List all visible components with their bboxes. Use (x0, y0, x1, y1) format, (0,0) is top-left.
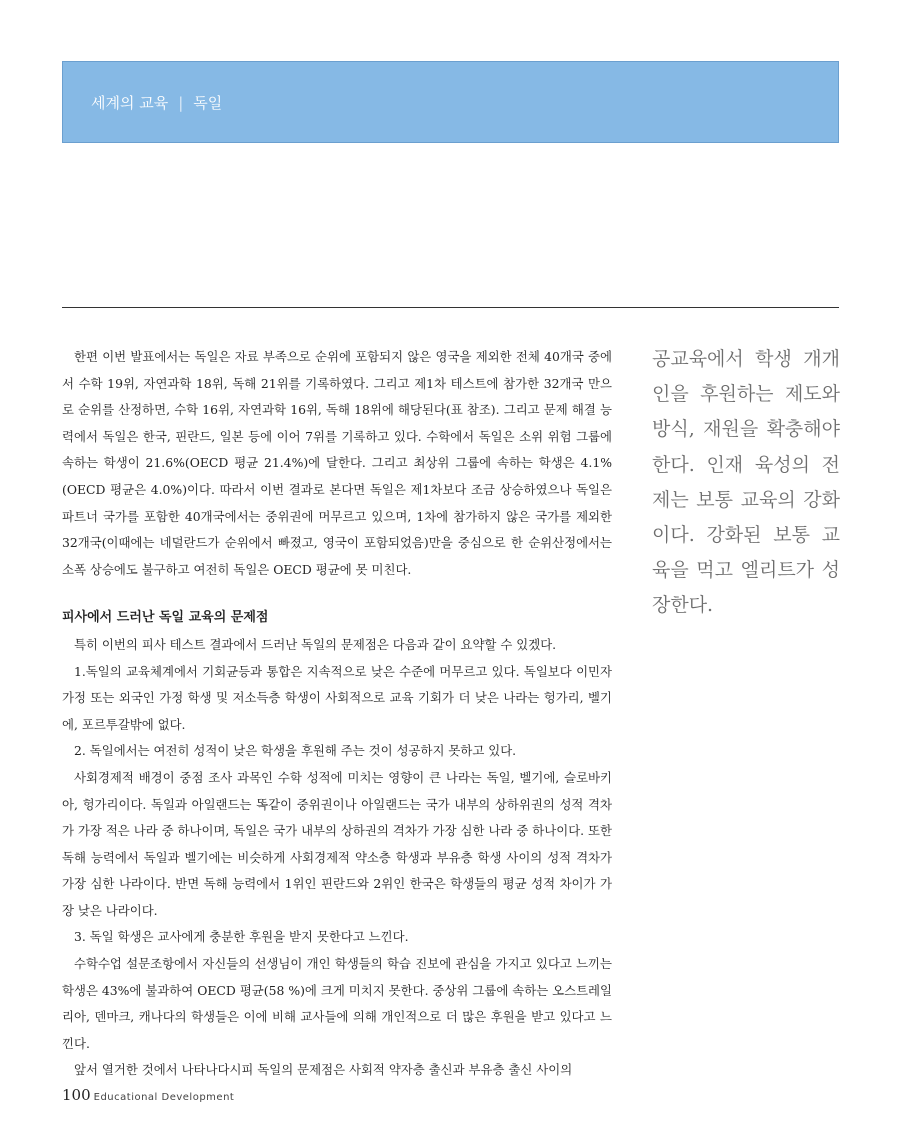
publication-name: Educational Development (93, 1092, 235, 1103)
header-banner (62, 61, 839, 143)
header-country: 독일 (193, 94, 223, 112)
paragraph: 1.독일의 교육체계에서 기회균등과 통합은 지속적으로 낮은 수준에 머무르고 있다. 독일보다 이민자 가정 또는 외국인 가정 학생 및 저소득층 학생이 사회적으로 교육 기회가 더 낮은 나라는 헝가리, 벨기에, 포르투갈밖에 없다. (62, 663, 612, 732)
horizontal-rule (62, 307, 839, 308)
paragraph: 수학수업 설문조항에서 자신들의 선생님이 개인 학생들의 학습 진보에 관심을 가지고 있다고 느끼는 학생은 43%에 불과하여 OECD 평균(58 %)에 크게 미치지 못한다. 중상위 그룹에 속하는 오스트레일리아, 덴마크, 캐나다의 학생들은 이에 비해 교사들에 의해 개인적으로 더 많은 후원을 받고 있다고 느낀다. (62, 956, 612, 1051)
pull-quote: 공교육에서 학생 개개인을 후원하는 제도와 방식, 재원을 확충해야 한다. 인재 육성의 전제는 보통 교육의 강화이다. 강화된 보통 교육을 먹고 엘리트가 성장한다. (652, 348, 840, 617)
paragraph: 앞서 열거한 것에서 나타나다시피 독일의 문제점은 사회적 약자층 출신과 부유층 출신 사이의 (74, 1062, 573, 1078)
page-number: 100 (62, 1086, 91, 1104)
header-section: 세계의 교육 (91, 94, 169, 112)
paragraph: 2. 독일에서는 여전히 성적이 낮은 학생을 후원해 주는 것이 성공하지 못하고 있다. (74, 743, 517, 759)
section-heading: 피사에서 드러난 독일 교육의 문제점 (62, 610, 269, 626)
header-title (91, 92, 222, 113)
paragraph: 3. 독일 학생은 교사에게 충분한 후원을 받지 못한다고 느낀다. (74, 929, 409, 945)
paragraph: 특히 이번의 피사 테스트 결과에서 드러난 독일의 문제점은 다음과 같이 요약할 수 있겠다. (74, 636, 557, 652)
header-separator: | (178, 94, 184, 112)
paragraph: 사회경제적 배경이 중점 조사 과목인 수학 성적에 미치는 영향이 큰 나라는 독일, 벨기에, 슬로바키아, 헝가리이다. 독일과 아일랜드는 똑같이 중위권이나 아일랜드는 국가 내부의 상하위권의 성적 격차가 가장 적은 나라 중 하나이며, 독일은 국가 내부의 상하권의 격차가 가장 심한 나라 중 하나이다. 또한 독해 능력에서 독일과 벨기에는 비슷하게 사회경제적 약소층 학생과 부유층 학생 사이의 성적 격차가 가장 심한 나라이다. 반면 독해 능력에서 1위인 핀란드와 2위인 한국은 학생들의 평균 성적 차이가 가장 낮은 나라이다. (62, 769, 612, 918)
page-footer (62, 1085, 234, 1104)
article-body (62, 344, 612, 1084)
paragraph: 한편 이번 발표에서는 독일은 자료 부족으로 순위에 포함되지 않은 영국을 제외한 전체 40개국 중에서 수학 19위, 자연과학 18위, 독해 21위를 기록하였다. 그리고 제1차 테스트에 참가한 32개국 만으로 순위를 산정하면, 수학 16위, 자연과학 16위, 독해 18위에 해당된다(표 참조). 그리고 문제 해결 능력에서 독일은 한국, 핀란드, 일본 등에 이어 7위를 기록하고 있다. 수학에서 독일은 소위 위험 그룹에 속하는 학생이 21.6%(OECD 평균 21.4%)에 달한다. 그리고 최상위 그룹에 속하는 학생은 4.1%(OECD 평균은 4.0%)이다. 따라서 이번 결과로 본다면 독일은 제1차보다 조금 상승하였으나 독일은 파트너 국가를 포함한 40개국에서는 중위권에 머무르고 있으며, 1차에 참가하지 않은 국가를 제외한 32개국(이때에는 네덜란드가 순위에서 빠졌고, 영국이 포함되었음)만을 중심으로 한 순위산정에서는 소폭 상승에도 불구하고 여전히 독일은 OECD 평균에 못 미친다. (62, 349, 612, 577)
